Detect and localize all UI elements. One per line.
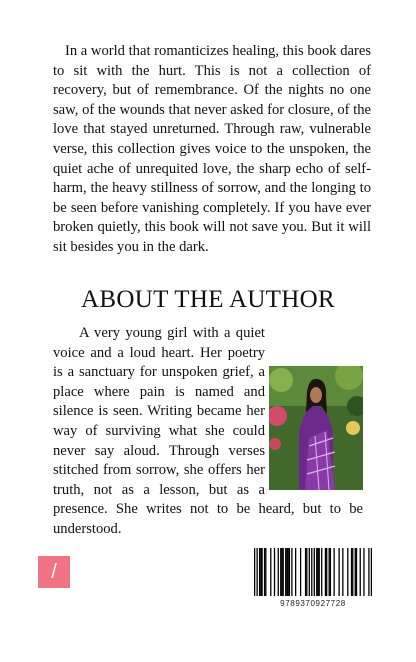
barcode-bar (306, 548, 307, 596)
barcode-bar (329, 548, 330, 596)
barcode-bar (260, 548, 261, 596)
barcode-bar (317, 548, 318, 596)
barcode-bar (360, 548, 361, 596)
barcode-bar (256, 548, 257, 596)
publisher-logo: / (38, 556, 70, 588)
barcode-bar (286, 548, 287, 596)
barcode-bar (351, 548, 352, 596)
barcode-bar (309, 548, 310, 596)
barcode-bar (321, 548, 322, 596)
barcode-bar (316, 548, 317, 596)
back-cover-blurb: In a world that romanticizes healing, this book dares to sit with the hurt. This is not a collection of recovery, but of remembrance. Of the nights no one saw, of the wounds that never asked for closure, of the love that stayed unreturned. Through raw, vulnerable verse, this collection gives voice to the unspoken, the quiet ache of unrequited love, the sharp echo of self-harm, the heavy stillness of sorrow, and the longing to be seen before vanishing completely. If you have ever broken quietly, this book will not save you. But it will sit besides you in the dark. (53, 43, 371, 255)
barcode-bar (280, 548, 281, 596)
barcode-bar (368, 548, 369, 596)
barcode-bar (261, 548, 262, 596)
barcode-bar (254, 548, 255, 596)
barcode-bar (295, 548, 296, 596)
about-author-heading: ABOUT THE AUTHOR (81, 286, 335, 313)
barcode-bar (300, 548, 301, 596)
barcode-bar (264, 548, 265, 596)
barcode-bar (278, 548, 279, 596)
barcode-bar (326, 548, 327, 596)
barcode-bar (356, 548, 357, 596)
author-photo (269, 366, 363, 490)
isbn-number: 9789370927728 (280, 599, 346, 608)
barcode-bar (355, 548, 356, 596)
barcode-bar (274, 548, 275, 596)
isbn-barcode (254, 548, 372, 596)
barcode-bar (314, 548, 315, 596)
barcode-bar (291, 548, 292, 596)
barcode-bar (305, 548, 306, 596)
barcode-bar (289, 548, 290, 596)
barcode-bar (288, 548, 289, 596)
barcode-bar (285, 548, 286, 596)
barcode-bar (347, 548, 348, 596)
author-section (53, 324, 363, 540)
barcode-bar (259, 548, 260, 596)
barcode-bar (270, 548, 271, 596)
barcode-bar (283, 548, 284, 596)
barcode-bar (311, 548, 312, 596)
barcode-bar (342, 548, 343, 596)
barcode-bar (363, 548, 364, 596)
barcode-bar (319, 548, 320, 596)
barcode-bar (325, 548, 326, 596)
barcode-bar (352, 548, 353, 596)
author-bio: A very young girl with a quiet voice and a loud heart. Her poetry is a sanctuary for unspoken grief, a place where pain is named and silence is seen. Writing became her way of surviving what she could never say aloud. Through verses stitched from sorrow, she offers her truth, not as a lesson, but as a presence. She writes not to be heard, but to be understood. (53, 325, 363, 537)
barcode-bar (265, 548, 266, 596)
barcode-bar (371, 548, 372, 596)
barcode-bar (281, 548, 282, 596)
barcode-bar (338, 548, 339, 596)
barcode-bar (330, 548, 331, 596)
barcode-bar (333, 548, 334, 596)
